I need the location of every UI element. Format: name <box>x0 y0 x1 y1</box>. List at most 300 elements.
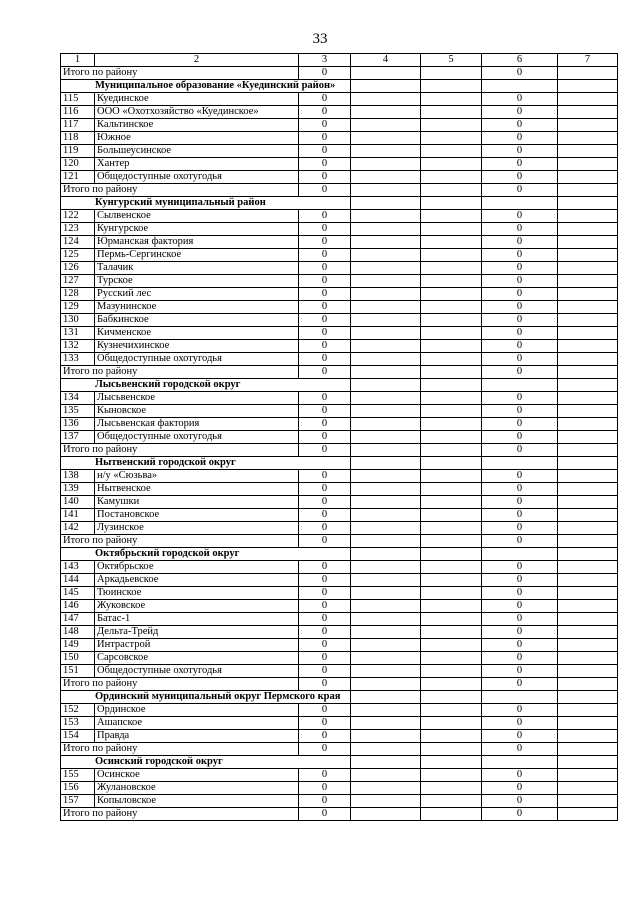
row-number: 139 <box>61 483 95 496</box>
col3-value: 0 <box>299 210 351 223</box>
total-label: Итого по району <box>61 743 299 756</box>
col6-value: 0 <box>482 600 558 613</box>
section-header-row <box>61 756 618 769</box>
col4-value <box>351 132 421 145</box>
total-row <box>61 678 618 691</box>
col4-value <box>351 93 421 106</box>
col5-value <box>421 171 482 184</box>
total-col7 <box>558 678 618 691</box>
total-col3: 0 <box>299 743 351 756</box>
table-row <box>61 223 618 236</box>
col7-value <box>558 600 618 613</box>
col3-value: 0 <box>299 704 351 717</box>
table-row <box>61 470 618 483</box>
col4-value <box>351 145 421 158</box>
col4-value <box>351 665 421 678</box>
total-col5 <box>421 366 482 379</box>
col4-value <box>351 340 421 353</box>
total-label: Итого по району <box>61 444 299 457</box>
col6-value: 0 <box>482 652 558 665</box>
table-row <box>61 132 618 145</box>
col7-value <box>558 353 618 366</box>
col6-value: 0 <box>482 405 558 418</box>
col5-value <box>421 223 482 236</box>
col7-value <box>558 782 618 795</box>
col-header-6: 6 <box>482 54 558 67</box>
total-label: Итого по району <box>61 366 299 379</box>
table-row <box>61 483 618 496</box>
col7-value <box>558 587 618 600</box>
col3-value: 0 <box>299 782 351 795</box>
col3-value: 0 <box>299 600 351 613</box>
col4-value <box>351 509 421 522</box>
col6-value: 0 <box>482 275 558 288</box>
col6-value: 0 <box>482 522 558 535</box>
col4-value <box>351 236 421 249</box>
empty-cell <box>558 548 618 561</box>
col4-value <box>351 483 421 496</box>
col3-value: 0 <box>299 613 351 626</box>
col5-value <box>421 132 482 145</box>
col5-value <box>421 509 482 522</box>
col5-value <box>421 106 482 119</box>
col4-value <box>351 106 421 119</box>
col5-value <box>421 587 482 600</box>
total-label: Итого по району <box>61 67 299 80</box>
hunting-ground-name: Жуковское <box>95 600 299 613</box>
col7-value <box>558 795 618 808</box>
col4-value <box>351 275 421 288</box>
col5-value <box>421 210 482 223</box>
table-row <box>61 392 618 405</box>
col4-value <box>351 223 421 236</box>
col7-value <box>558 626 618 639</box>
col6-value: 0 <box>482 769 558 782</box>
hunting-ground-name: Общедоступные охотугодья <box>95 353 299 366</box>
table-row <box>61 600 618 613</box>
col6-value: 0 <box>482 288 558 301</box>
col4-value <box>351 431 421 444</box>
row-number: 154 <box>61 730 95 743</box>
col4-value <box>351 171 421 184</box>
col7-value <box>558 496 618 509</box>
col3-value: 0 <box>299 275 351 288</box>
col5-value <box>421 782 482 795</box>
hunting-ground-name: Осинское <box>95 769 299 782</box>
empty-cell <box>421 756 482 769</box>
col5-value <box>421 327 482 340</box>
table-row <box>61 275 618 288</box>
row-number: 128 <box>61 288 95 301</box>
col6-value: 0 <box>482 158 558 171</box>
col5-value <box>421 405 482 418</box>
col5-value <box>421 418 482 431</box>
col3-value: 0 <box>299 795 351 808</box>
col3-value: 0 <box>299 730 351 743</box>
col3-value: 0 <box>299 665 351 678</box>
hunting-ground-name: н/у «Сюзьва» <box>95 470 299 483</box>
row-number: 150 <box>61 652 95 665</box>
total-col4 <box>351 535 421 548</box>
col7-value <box>558 665 618 678</box>
row-number: 126 <box>61 262 95 275</box>
col5-value <box>421 574 482 587</box>
col7-value <box>558 730 618 743</box>
col6-value: 0 <box>482 626 558 639</box>
col7-value <box>558 418 618 431</box>
table-row <box>61 665 618 678</box>
hunting-ground-name: Пермь-Сергинское <box>95 249 299 262</box>
table-row <box>61 262 618 275</box>
row-number: 141 <box>61 509 95 522</box>
empty-cell <box>351 80 421 93</box>
col3-value: 0 <box>299 353 351 366</box>
col4-value <box>351 496 421 509</box>
total-col6: 0 <box>482 535 558 548</box>
col7-value <box>558 652 618 665</box>
hunting-ground-name: Сылвенское <box>95 210 299 223</box>
hunting-ground-name: Кузнечихинское <box>95 340 299 353</box>
hunting-grounds-table <box>60 53 618 821</box>
empty-cell <box>351 548 421 561</box>
col3-value: 0 <box>299 626 351 639</box>
col4-value <box>351 301 421 314</box>
col3-value: 0 <box>299 171 351 184</box>
col6-value: 0 <box>482 587 558 600</box>
total-col3: 0 <box>299 535 351 548</box>
col7-value <box>558 262 618 275</box>
col3-value: 0 <box>299 431 351 444</box>
col3-value: 0 <box>299 418 351 431</box>
row-number: 131 <box>61 327 95 340</box>
col5-value <box>421 717 482 730</box>
col3-value: 0 <box>299 587 351 600</box>
empty-cell <box>421 457 482 470</box>
row-number: 157 <box>61 795 95 808</box>
col6-value: 0 <box>482 561 558 574</box>
col7-value <box>558 483 618 496</box>
row-number: 153 <box>61 717 95 730</box>
col7-value <box>558 288 618 301</box>
col5-value <box>421 496 482 509</box>
table-row <box>61 652 618 665</box>
col4-value <box>351 730 421 743</box>
table-row <box>61 782 618 795</box>
col5-value <box>421 301 482 314</box>
row-number: 121 <box>61 171 95 184</box>
empty-cell <box>482 379 558 392</box>
col5-value <box>421 431 482 444</box>
hunting-ground-name: Общедоступные охотугодья <box>95 431 299 444</box>
section-header-row <box>61 379 618 392</box>
col6-value: 0 <box>482 418 558 431</box>
table-row <box>61 717 618 730</box>
col5-value <box>421 626 482 639</box>
total-row <box>61 67 618 80</box>
empty-cell <box>558 457 618 470</box>
col3-value: 0 <box>299 470 351 483</box>
total-col4 <box>351 678 421 691</box>
table-body <box>61 54 618 821</box>
col4-value <box>351 119 421 132</box>
table-row <box>61 119 618 132</box>
hunting-ground-name: Тюинское <box>95 587 299 600</box>
section-header-row <box>61 548 618 561</box>
col4-value <box>351 353 421 366</box>
col5-value <box>421 795 482 808</box>
table-row <box>61 327 618 340</box>
col-header-1: 1 <box>61 54 95 67</box>
col7-value <box>558 574 618 587</box>
row-number: 148 <box>61 626 95 639</box>
col6-value: 0 <box>482 509 558 522</box>
table-row <box>61 171 618 184</box>
col6-value: 0 <box>482 392 558 405</box>
total-row <box>61 808 618 821</box>
total-col3: 0 <box>299 678 351 691</box>
total-label: Итого по району <box>61 535 299 548</box>
empty-cell <box>351 197 421 210</box>
total-col6: 0 <box>482 444 558 457</box>
col4-value <box>351 392 421 405</box>
total-col5 <box>421 535 482 548</box>
col3-value: 0 <box>299 262 351 275</box>
table-row <box>61 639 618 652</box>
hunting-ground-name: Кичменское <box>95 327 299 340</box>
total-row <box>61 184 618 197</box>
row-number: 135 <box>61 405 95 418</box>
col6-value: 0 <box>482 236 558 249</box>
empty-cell <box>558 379 618 392</box>
total-col3: 0 <box>299 184 351 197</box>
col6-value: 0 <box>482 249 558 262</box>
col6-value: 0 <box>482 132 558 145</box>
col7-value <box>558 327 618 340</box>
col3-value: 0 <box>299 327 351 340</box>
col7-value <box>558 704 618 717</box>
empty-cell <box>558 197 618 210</box>
col7-value <box>558 405 618 418</box>
col3-value: 0 <box>299 769 351 782</box>
table-row <box>61 314 618 327</box>
table-row <box>61 158 618 171</box>
col4-value <box>351 288 421 301</box>
col4-value <box>351 587 421 600</box>
col6-value: 0 <box>482 145 558 158</box>
table-row <box>61 418 618 431</box>
col5-value <box>421 769 482 782</box>
col6-value: 0 <box>482 730 558 743</box>
col4-value <box>351 613 421 626</box>
hunting-ground-name: Южное <box>95 132 299 145</box>
col5-value <box>421 470 482 483</box>
row-number: 119 <box>61 145 95 158</box>
row-number: 130 <box>61 314 95 327</box>
row-number: 145 <box>61 587 95 600</box>
row-number: 152 <box>61 704 95 717</box>
total-col5 <box>421 808 482 821</box>
total-col6: 0 <box>482 808 558 821</box>
col6-value: 0 <box>482 795 558 808</box>
col3-value: 0 <box>299 119 351 132</box>
hunting-ground-name: Кальтинское <box>95 119 299 132</box>
col4-value <box>351 795 421 808</box>
hunting-ground-name: Жулановское <box>95 782 299 795</box>
col5-value <box>421 600 482 613</box>
col3-value: 0 <box>299 340 351 353</box>
col5-value <box>421 561 482 574</box>
table-row <box>61 210 618 223</box>
hunting-ground-name: Бабкинское <box>95 314 299 327</box>
col-header-7: 7 <box>558 54 618 67</box>
hunting-ground-name: Интрастрой <box>95 639 299 652</box>
table-row <box>61 730 618 743</box>
total-col4 <box>351 366 421 379</box>
row-number: 124 <box>61 236 95 249</box>
col4-value <box>351 522 421 535</box>
hunting-ground-name: Постановское <box>95 509 299 522</box>
total-col7 <box>558 444 618 457</box>
col5-value <box>421 639 482 652</box>
col4-value <box>351 561 421 574</box>
col6-value: 0 <box>482 327 558 340</box>
col6-value: 0 <box>482 483 558 496</box>
total-col4 <box>351 808 421 821</box>
total-col7 <box>558 743 618 756</box>
col5-value <box>421 145 482 158</box>
col3-value: 0 <box>299 158 351 171</box>
col4-value <box>351 210 421 223</box>
row-number: 122 <box>61 210 95 223</box>
col7-value <box>558 561 618 574</box>
col3-value: 0 <box>299 288 351 301</box>
col6-value: 0 <box>482 431 558 444</box>
col7-value <box>558 314 618 327</box>
col6-value: 0 <box>482 171 558 184</box>
section-header-row <box>61 457 618 470</box>
table-row <box>61 496 618 509</box>
hunting-ground-name: Октябрьское <box>95 561 299 574</box>
table-row <box>61 509 618 522</box>
hunting-ground-name: Сарсовское <box>95 652 299 665</box>
col3-value: 0 <box>299 236 351 249</box>
col3-value: 0 <box>299 405 351 418</box>
total-col7 <box>558 808 618 821</box>
total-col6: 0 <box>482 743 558 756</box>
col6-value: 0 <box>482 574 558 587</box>
section-title: Осинский городской округ <box>61 756 351 769</box>
col5-value <box>421 652 482 665</box>
col4-value <box>351 704 421 717</box>
col3-value: 0 <box>299 249 351 262</box>
col4-value <box>351 314 421 327</box>
hunting-ground-name: Лысьвенское <box>95 392 299 405</box>
col7-value <box>558 132 618 145</box>
col7-value <box>558 106 618 119</box>
total-col7 <box>558 184 618 197</box>
col7-value <box>558 431 618 444</box>
col7-value <box>558 236 618 249</box>
hunting-ground-name: Камушки <box>95 496 299 509</box>
col6-value: 0 <box>482 470 558 483</box>
hunting-ground-name: Общедоступные охотугодья <box>95 665 299 678</box>
empty-cell <box>482 197 558 210</box>
col3-value: 0 <box>299 496 351 509</box>
total-col3: 0 <box>299 444 351 457</box>
col3-value: 0 <box>299 392 351 405</box>
empty-cell <box>421 80 482 93</box>
row-number: 136 <box>61 418 95 431</box>
col5-value <box>421 483 482 496</box>
col3-value: 0 <box>299 93 351 106</box>
hunting-ground-name: Ашапское <box>95 717 299 730</box>
empty-cell <box>482 691 558 704</box>
table-row <box>61 288 618 301</box>
col6-value: 0 <box>482 639 558 652</box>
section-title: Октябрьский городской округ <box>61 548 351 561</box>
col5-value <box>421 119 482 132</box>
col7-value <box>558 119 618 132</box>
col4-value <box>351 470 421 483</box>
section-title: Нытвенский городской округ <box>61 457 351 470</box>
hunting-ground-name: Русский лес <box>95 288 299 301</box>
hunting-ground-name: Турское <box>95 275 299 288</box>
col7-value <box>558 392 618 405</box>
section-title: Лысьвенский городской округ <box>61 379 351 392</box>
total-row <box>61 366 618 379</box>
section-title: Муниципальное образование «Куединский район» <box>61 80 351 93</box>
empty-cell <box>421 379 482 392</box>
col3-value: 0 <box>299 132 351 145</box>
col4-value <box>351 717 421 730</box>
row-number: 116 <box>61 106 95 119</box>
col6-value: 0 <box>482 782 558 795</box>
col6-value: 0 <box>482 210 558 223</box>
col5-value <box>421 613 482 626</box>
total-col4 <box>351 67 421 80</box>
hunting-ground-name: Хантер <box>95 158 299 171</box>
col3-value: 0 <box>299 561 351 574</box>
col4-value <box>351 418 421 431</box>
table-row <box>61 769 618 782</box>
col7-value <box>558 93 618 106</box>
col6-value: 0 <box>482 314 558 327</box>
section-header-row <box>61 691 618 704</box>
col6-value: 0 <box>482 665 558 678</box>
col5-value <box>421 262 482 275</box>
section-header-row <box>61 197 618 210</box>
row-number: 156 <box>61 782 95 795</box>
hunting-ground-name: Ординское <box>95 704 299 717</box>
col3-value: 0 <box>299 223 351 236</box>
total-row <box>61 535 618 548</box>
col4-value <box>351 600 421 613</box>
table-row <box>61 236 618 249</box>
row-number: 138 <box>61 470 95 483</box>
col7-value <box>558 223 618 236</box>
row-number: 129 <box>61 301 95 314</box>
table-row <box>61 145 618 158</box>
col-header-5: 5 <box>421 54 482 67</box>
hunting-ground-name: Общедоступные охотугодья <box>95 171 299 184</box>
col4-value <box>351 652 421 665</box>
row-number: 133 <box>61 353 95 366</box>
col6-value: 0 <box>482 496 558 509</box>
total-col3: 0 <box>299 808 351 821</box>
hunting-ground-name: Юрманская фактория <box>95 236 299 249</box>
table-row <box>61 106 618 119</box>
table-row <box>61 405 618 418</box>
